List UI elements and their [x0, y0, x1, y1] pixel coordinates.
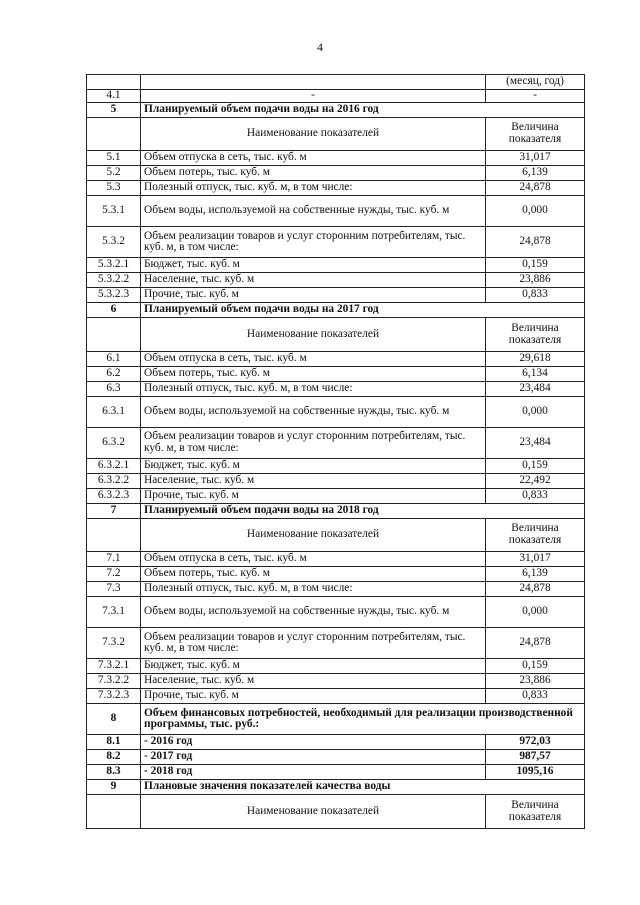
row-name: Объем реализации товаров и услуг сторонним потребителям, тыс. куб. м, в том числе: [141, 227, 486, 258]
row-value: 31,017 [486, 552, 585, 567]
header-row [87, 518, 585, 552]
table-row [87, 674, 585, 689]
header-value: Величина показателя [486, 318, 585, 352]
row-name: Объем потерь, тыс. куб. м [141, 166, 486, 181]
empty-cell [87, 795, 141, 829]
row-name [141, 75, 486, 90]
row-number: 6.3.2 [87, 427, 141, 458]
table-row [87, 735, 585, 750]
table-row [87, 567, 585, 582]
header-row [87, 795, 585, 829]
table-row [87, 288, 585, 303]
row-name: Полезный отпуск, тыс. куб. м, в том числе: [141, 582, 486, 597]
row-name: Прочие, тыс. куб. м [141, 689, 486, 704]
row-number [87, 75, 141, 90]
row-value: 24,878 [486, 181, 585, 196]
row-number: 6.3.2.2 [87, 473, 141, 488]
row-name: - [141, 90, 486, 103]
row-value: 0,000 [486, 196, 585, 227]
section-number: 6 [87, 303, 141, 318]
row-number: 8.1 [87, 735, 141, 750]
row-name: Бюджет, тыс. куб. м [141, 258, 486, 273]
row-name: Объем воды, используемой на собственные нужды, тыс. куб. м [141, 396, 486, 427]
row-name: Объем воды, используемой на собственные нужды, тыс. куб. м [141, 196, 486, 227]
row-value: 23,886 [486, 674, 585, 689]
row-name: Прочие, тыс. куб. м [141, 288, 486, 303]
row-number: 7.1 [87, 552, 141, 567]
section-title: Объем финансовых потребностей, необходимый для реализации производственной программы, тыс. руб.: [141, 704, 585, 735]
row-name: - 2017 год [141, 750, 486, 765]
row-name: Объем отпуска в сеть, тыс. куб. м [141, 351, 486, 366]
table-row [87, 582, 585, 597]
row-number: 5.3.2.1 [87, 258, 141, 273]
production-program-table [86, 74, 585, 829]
table-row [87, 227, 585, 258]
row-number: 5.3 [87, 181, 141, 196]
row-number: 7.3 [87, 582, 141, 597]
table-row [87, 427, 585, 458]
table-row [87, 765, 585, 780]
row-value: 23,484 [486, 381, 585, 396]
header-row [87, 117, 585, 151]
section-title-row [87, 102, 585, 117]
row-number: 5.1 [87, 151, 141, 166]
table-row [87, 75, 585, 90]
table-row [87, 628, 585, 659]
row-number: 7.3.1 [87, 597, 141, 628]
table-row [87, 597, 585, 628]
header-value: Величина показателя [486, 518, 585, 552]
table-row [87, 181, 585, 196]
row-name: - 2018 год [141, 765, 486, 780]
row-number: 5.3.2 [87, 227, 141, 258]
row-value: 0,159 [486, 258, 585, 273]
row-number: 6.3 [87, 381, 141, 396]
row-value: 0,833 [486, 488, 585, 503]
table-row [87, 396, 585, 427]
table-row [87, 750, 585, 765]
row-value: (месяц, год) [486, 75, 585, 90]
page-number: 4 [317, 40, 323, 54]
header-value: Величина показателя [486, 795, 585, 829]
row-number: 8.3 [87, 765, 141, 780]
row-name: Объем отпуска в сеть, тыс. куб. м [141, 552, 486, 567]
row-number: 5.3.1 [87, 196, 141, 227]
table-row [87, 166, 585, 181]
section-number: 8 [87, 704, 141, 735]
table-row [87, 381, 585, 396]
row-value: 24,878 [486, 582, 585, 597]
row-value: 24,878 [486, 628, 585, 659]
row-number: 6.3.2.3 [87, 488, 141, 503]
row-name: Объем воды, используемой на собственные нужды, тыс. куб. м [141, 597, 486, 628]
row-number: 6.1 [87, 351, 141, 366]
row-number: 7.3.2 [87, 628, 141, 659]
row-value: 23,886 [486, 273, 585, 288]
section-title: Планируемый объем подачи воды на 2017 год [141, 303, 585, 318]
row-value: 23,484 [486, 427, 585, 458]
section-title-row [87, 503, 585, 518]
row-value: 31,017 [486, 151, 585, 166]
table-row [87, 659, 585, 674]
row-value: 29,618 [486, 351, 585, 366]
header-name: Наименование показателей [141, 117, 486, 151]
row-number: 6.3.2.1 [87, 458, 141, 473]
row-value: 6,139 [486, 166, 585, 181]
section-title: Плановые значения показателей качества воды [141, 780, 585, 795]
empty-cell [87, 518, 141, 552]
row-name: Объем отпуска в сеть, тыс. куб. м [141, 151, 486, 166]
table-row [87, 689, 585, 704]
row-value: 6,139 [486, 567, 585, 582]
section-number: 5 [87, 102, 141, 117]
row-value: 0,159 [486, 458, 585, 473]
row-number: 6.2 [87, 366, 141, 381]
row-value: 22,492 [486, 473, 585, 488]
row-name: Прочие, тыс. куб. м [141, 488, 486, 503]
row-value: 24,878 [486, 227, 585, 258]
table-row [87, 552, 585, 567]
row-number: 7.3.2.1 [87, 659, 141, 674]
table-row [87, 151, 585, 166]
table-row [87, 258, 585, 273]
row-name: Объем потерь, тыс. куб. м [141, 366, 486, 381]
row-value: 1095,16 [486, 765, 585, 780]
row-name: Полезный отпуск, тыс. куб. м, в том числе: [141, 381, 486, 396]
header-name: Наименование показателей [141, 518, 486, 552]
row-name: Население, тыс. куб. м [141, 273, 486, 288]
row-number: 7.3.2.2 [87, 674, 141, 689]
header-name: Наименование показателей [141, 318, 486, 352]
row-value: 972,03 [486, 735, 585, 750]
table-row [87, 488, 585, 503]
row-value: 0,159 [486, 659, 585, 674]
row-name: Население, тыс. куб. м [141, 674, 486, 689]
section-title: Планируемый объем подачи воды на 2016 год [141, 102, 585, 117]
table-row [87, 273, 585, 288]
table-row [87, 196, 585, 227]
row-value: 0,833 [486, 288, 585, 303]
table-row [87, 366, 585, 381]
row-name: Полезный отпуск, тыс. куб. м, в том числе: [141, 181, 486, 196]
row-number: 6.3.1 [87, 396, 141, 427]
table-row [87, 90, 585, 103]
section-number: 9 [87, 780, 141, 795]
empty-cell [87, 318, 141, 352]
row-number: 5.3.2.2 [87, 273, 141, 288]
row-name: Бюджет, тыс. куб. м [141, 458, 486, 473]
row-value: 6,134 [486, 366, 585, 381]
table-row [87, 458, 585, 473]
row-name: Объем реализации товаров и услуг сторонним потребителям, тыс. куб. м, в том числе: [141, 628, 486, 659]
empty-cell [87, 117, 141, 151]
section-title-row [87, 780, 585, 795]
header-name: Наименование показателей [141, 795, 486, 829]
section-number: 7 [87, 503, 141, 518]
section-title: Планируемый объем подачи воды на 2018 год [141, 503, 585, 518]
row-value: 0,000 [486, 396, 585, 427]
row-number: 7.3.2.3 [87, 689, 141, 704]
section-title-row [87, 704, 585, 735]
row-name: Бюджет, тыс. куб. м [141, 659, 486, 674]
row-name: - 2016 год [141, 735, 486, 750]
section-title-row [87, 303, 585, 318]
header-value: Величина показателя [486, 117, 585, 151]
header-row [87, 318, 585, 352]
row-value: 0,833 [486, 689, 585, 704]
row-number: 8.2 [87, 750, 141, 765]
row-value: 0,000 [486, 597, 585, 628]
row-value: - [486, 90, 585, 103]
row-number: 5.2 [87, 166, 141, 181]
row-number: 7.2 [87, 567, 141, 582]
row-name: Объем потерь, тыс. куб. м [141, 567, 486, 582]
table-row [87, 473, 585, 488]
row-number: 4.1 [87, 90, 141, 103]
row-name: Население, тыс. куб. м [141, 473, 486, 488]
row-name: Объем реализации товаров и услуг сторонним потребителям, тыс. куб. м, в том числе: [141, 427, 486, 458]
row-value: 987,57 [486, 750, 585, 765]
row-number: 5.3.2.3 [87, 288, 141, 303]
table-row [87, 351, 585, 366]
